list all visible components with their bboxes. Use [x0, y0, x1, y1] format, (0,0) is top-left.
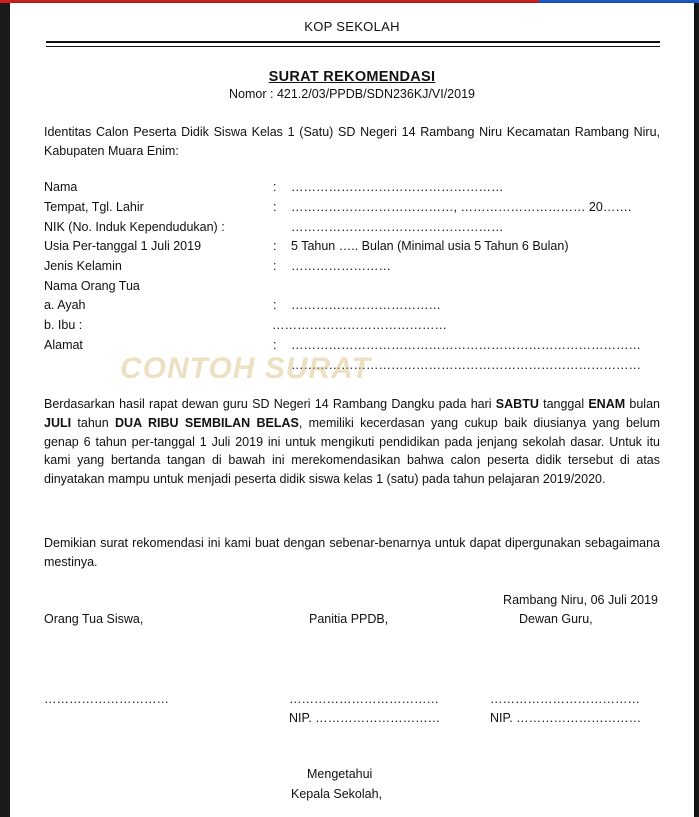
field-alamat-label: Alamat [44, 338, 83, 352]
signature-line-orang-tua: ………………………… [44, 692, 169, 706]
field-alamat-value: ………………………………………………………………………… [291, 338, 641, 352]
letter-title: SURAT REKOMENDASI [268, 69, 436, 85]
place-date: Rambang Niru, 06 Juli 2019 [503, 593, 658, 607]
nip-panitia: NIP. ………………………… [289, 711, 441, 725]
field-nik-value: …………………………………………… [291, 220, 504, 234]
intro-paragraph: Identitas Calon Peserta Didik Siswa Kelas 1 (Satu) SD Negeri 14 Rambang Niru Kecamatan Rambang Niru, Kabupaten Muara Enim: [44, 125, 660, 158]
body-paragraph [44, 395, 660, 489]
letter-number: Nomor : 421.2/03/PPDB/SDN236KJ/VI/2019 [229, 87, 475, 101]
letter-page [10, 3, 694, 817]
letterhead-rule-thin [46, 46, 660, 47]
field-nama-colon: : [273, 180, 277, 194]
body-text: bulan [625, 397, 660, 411]
field-jk-colon: : [273, 259, 277, 273]
signature-line-panitia: ……………………………… [289, 692, 439, 706]
field-ayah-label: a. Ayah [44, 298, 86, 312]
field-usia-label: Usia Per-tanggal 1 Juli 2019 [44, 239, 202, 253]
field-nik-label: NIK (No. Induk Kependudukan) : [44, 220, 225, 234]
field-ttl-value: …………………………………, ………………………… 20……. [291, 200, 632, 214]
field-jk-label: Jenis Kelamin [44, 259, 122, 273]
field-usia-colon: : [273, 239, 277, 253]
field-ttl-label: Tempat, Tgl. Lahir [44, 200, 144, 214]
body-text: tahun [71, 415, 116, 430]
signature-line-dewan-guru: ……………………………… [490, 692, 640, 706]
body-text: Berdasarkan hasil rapat dewan guru SD Negeri 14 Rambang Dangku pada hari [44, 397, 496, 411]
signer-dewan-guru: Dewan Guru, [519, 612, 593, 626]
field-usia-value: 5 Tahun ….. Bulan (Minimal usia 5 Tahun 6 Bulan) [291, 239, 569, 253]
signer-panitia: Panitia PPDB, [309, 612, 389, 626]
field-ortu-label: Nama Orang Tua [44, 279, 140, 293]
body-day: SABTU [495, 397, 539, 411]
field-ayah-value: ……………………………… [291, 298, 441, 312]
nip-dewan-guru: NIP. ………………………… [490, 711, 642, 725]
body-text: , memiliki kecerdasan yang cukup baik diusianya yang belum genap 6 tahun per-tanggal 1 Juli 2019 ini untuk mengikuti pendidikan pada jenjang sekolah dasar. Untuk itu kami yang bertanda tangan di bawah ini merekomendasikan bahwa calon peserta didik tersebut di atas dinyatakan mampu untuk menjadi peserta didik siswa kelas 1 (satu) pada tahun pelajaran 2019/2020. [44, 415, 661, 487]
letterhead-label: KOP SEKOLAH [304, 19, 400, 34]
field-ibu-label: b. Ibu : [44, 318, 83, 332]
kepala-sekolah-label: Kepala Sekolah, [291, 787, 383, 801]
body-year: DUA RIBU SEMBILAN BELAS [115, 415, 299, 430]
field-ibu-value: …………………………………… [272, 318, 447, 332]
field-alamat-value-line2: ………………………………………………………………………… [291, 358, 641, 372]
body-date: ENAM [588, 397, 626, 411]
field-nama-value: …………………………………………… [291, 180, 504, 194]
mengetahui-label: Mengetahui [307, 767, 373, 781]
body-text: tanggal [538, 397, 589, 411]
field-alamat-colon: : [273, 338, 277, 352]
field-nama-label: Nama [44, 180, 78, 194]
body-month: JULI [44, 415, 72, 430]
signer-orang-tua: Orang Tua Siswa, [44, 612, 144, 626]
field-jk-value: …………………… [291, 259, 391, 273]
field-ayah-colon: : [273, 298, 277, 312]
field-ttl-colon: : [273, 200, 277, 214]
letterhead-rule-thick [46, 41, 660, 43]
closing-paragraph: Demikian surat rekomendasi ini kami buat dengan sebenar-benarnya untuk dapat dipergunakan sebagaimana mestinya. [44, 536, 660, 569]
sample-watermark: CONTOH SURAT [120, 352, 371, 385]
